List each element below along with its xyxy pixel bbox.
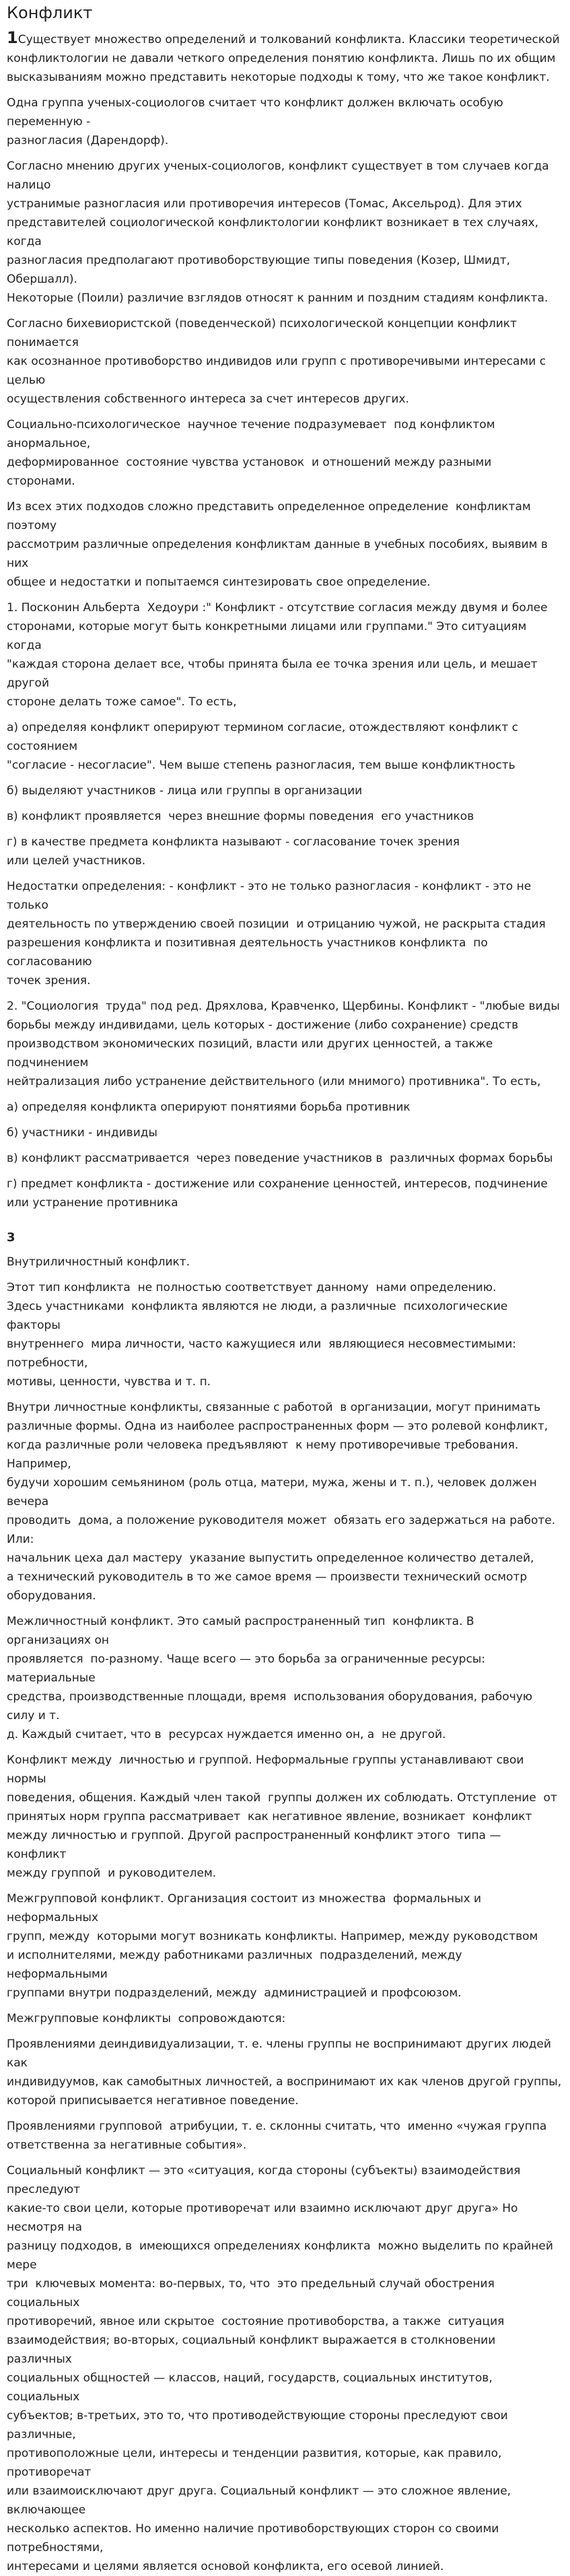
paragraph: 1. Посконин Альберта Хедоури :" Конфликт - отсутствие согласия между двумя и более сторонами, которые могут быть конкретными лицами или группами." Это ситуациям когда "каждая сторона делает все, чтобы принята была ее точка зрения или цель, и мешает другой стороне делать тоже самое". То есть, — [7, 601, 548, 709]
paragraph: Из всех этих подходов сложно представить определенное определение конфликтам поэтому рассмотрим различные определения конфликтам данные в учебных пособиях, выявим в них общее и недостатки и попытаемся синтезировать свое определение. — [7, 500, 548, 589]
list-item: в) конфликт проявляется через внешние формы поведения его участников — [7, 810, 474, 823]
paragraph: Конфликт между личностью и группой. Неформальные группы устанавливают свои нормы поведения, общения. Каждый член такой группы должен их соблюдать. Отступление от принятых норм группа рассматривает как негативное явление, возникает конфликт между личностью и группой. Другой распространенный конфликт этого типа — конфликт между группой и руководителем. — [7, 1753, 557, 1880]
paragraph: Проявлениями деиндивидуализации, т. е. члены группы не воспринимают других людей как индивидуумов, как самобытных личностей, а воспринимают их как членов другой группы, которой приписывается негативное поведение. — [7, 2038, 562, 2108]
paragraph: Согласно мнению других ученых-социологов, конфликт существует в том случаев когда налицо устранимые разногласия или противоречия интересов (Томас, Аксельрод). Для этих представителей социологической конфликтологии конфликт возникает в тех случаях, когда разногласия предполагают противоборствующие типы поведения (Козер, Шмидт, Обершалл). Некоторые (Поили) различие взглядов относят к ранним и поздним стадиям конфликта. — [7, 160, 549, 305]
paragraph: Этот тип конфликта не полностью соответствует данному нами определению. Здесь участниками конфликта являются не люди, а различные психологические факторы внутреннего мира личности, часто кажущиеся или являющиеся несовместимыми: потребности, мотивы, ценности, чувства и т. п. — [7, 1281, 516, 1389]
intro-paragraph-text: Существует множество определений и толкований конфликта. Классики теоретической конфликтологии не давали четкого определения понятию конфликта. Лишь по их общим высказываниям можно представить некоторые подходы к тому, что же такое конфликт. — [7, 33, 560, 84]
paragraph: Одна группа ученых-социологов считает что конфликт должен включать особую переменную - разногласия (Дарендорф). — [7, 96, 503, 147]
paragraph: Межгрупповые конфликты сопровождаются: — [7, 2012, 286, 2025]
paragraph: Социально-психологическое научное течение подразумевает под конфликтом анормальное, деформированное состояние чувства установок и отношений между разными сторонами. — [7, 418, 495, 488]
list-item: в) конфликт рассматривается через поведение участников в различных формах борьбы — [7, 1152, 553, 1165]
paragraph: Проявлениями групповой атрибуции, т. е. склонны считать, что именно «чужая группа ответственна за негативные события». — [7, 2120, 547, 2152]
paragraph: Внутри личностные конфликты, связанные с работой в организации, могут принимать различные формы. Одна из наиболее распространенных форм — это ролевой конфликт, когда различные роли человека предъявляют к нему противоречивые требования. Например, будучи хорошим семьянином (роль отца, матери, мужа, жены и т. п.), человек должен вечера проводить дома, а положение руководителя может обязать его задержаться на работе. Или: начальник цеха дал мастеру указание выпустить определенное количество деталей, а технический руководитель в то же самое время — произвести технический осмотр оборудования. — [7, 1401, 556, 1603]
paragraph: Недостатки определения: - конфликт - это не только разногласия - конфликт - это не только деятельность по утверждению своей позиции и отрицанию чужой, не раскрыта стадия разрешения конфликта и позитивная деятельность участников конфликта по согласованию точек зрения. — [7, 880, 546, 987]
list-item: г) в качестве предмета конфликта называют - согласование точек зрения или целей участников. — [7, 835, 460, 868]
paragraph: 2. "Социология труда" под ред. Дряхлова, Кравченко, Щербины. Конфликт - "любые виды борьбы между индивидами, цель которых - достижение (либо сохранение) средств производством экономических позиций, власти или других ценностей, а также подчинением нейтрализация либо устранение действительного (или мнимого) противника". То есть, — [7, 1000, 560, 1088]
page-title: Конфликт — [7, 3, 93, 22]
paragraph: Межличностный конфликт. Это самый распространенный тип конфликта. В организациях он проявляется по-разному. Чаще всего — это борьба за ограниченные ресурсы: материальные средства, производственные площади, время использования оборудования, рабочую силу и т. д. Каждый считает, что в ресурсах нуждается именно он, а не другой. — [7, 1615, 533, 1741]
list-item: а) определяя конфликта оперируют понятиями борьба противник — [7, 1101, 411, 1114]
intro-paragraph — [7, 30, 562, 87]
list-item: г) предмет конфликта - достижение или сохранение ценностей, интересов, подчинение или устранение противника — [7, 1177, 548, 1210]
section-number-3: 3 — [7, 1230, 15, 1245]
paragraph: Внутриличностный конфликт. — [7, 1255, 190, 1269]
list-item: б) выделяют участников - лица или группы в организации — [7, 784, 363, 798]
paragraph: Межгрупповой конфликт. Организация состоит из множества формальных и неформальных групп, между которыми могут возникать конфликты. Например, между руководством и исполнителями, между работниками различных подразделений, между неформальными группами внутри подразделений, между администрацией и профсоюзом. — [7, 1892, 538, 2000]
spacer — [7, 1219, 562, 1228]
section-number-1: 1 — [7, 28, 18, 47]
paragraph: Социальный конфликт — это «ситуация, когда стороны (субъекты) взаимодействия преследуют какие-то свои цели, которые противоречат или взаимно исключают друг друга» Но несмотря на разницу подходов, в имеющихся определениях конфликта можно выделить по крайней мере три ключевых момента: во-первых, то, что это предельный случай обострения социальных противоречий, явное или скрытое состояние противоборства, а также ситуация взаимодействия; во-вторых, социальный конфликт выражается в столкновении различных социальных общностей — классов, наций, государств, социальных институтов, социальных субъектов; в-третьих, это то, что противодействующие стороны преследуют свои различные, противоположные цели, интересы и тенденции развития, которые, как правило, противоречат или взаимоисключают друг друга. Социальный конфликт — это сложное явление, включающее несколько аспектов. Но именно наличие противоборствующих сторон со своими потребностями, интересами и целями является основой конфликта, его осевой линией. — [7, 2164, 553, 2573]
paragraph: Согласно бихевиористской (поведенческой) психологической концепции конфликт понимается как осознанное противоборство индивидов или групп с противоречивыми интересами с целью осуществления собственного интереса за счет интересов других. — [7, 317, 546, 406]
list-item: б) участники - индивиды — [7, 1126, 157, 1140]
list-item: а) определяя конфликт оперируют термином согласие, отождествляют конфликт с состоянием "согласие - несогласие". Чем выше степень разногласия, тем выше конфликтность — [7, 721, 519, 772]
